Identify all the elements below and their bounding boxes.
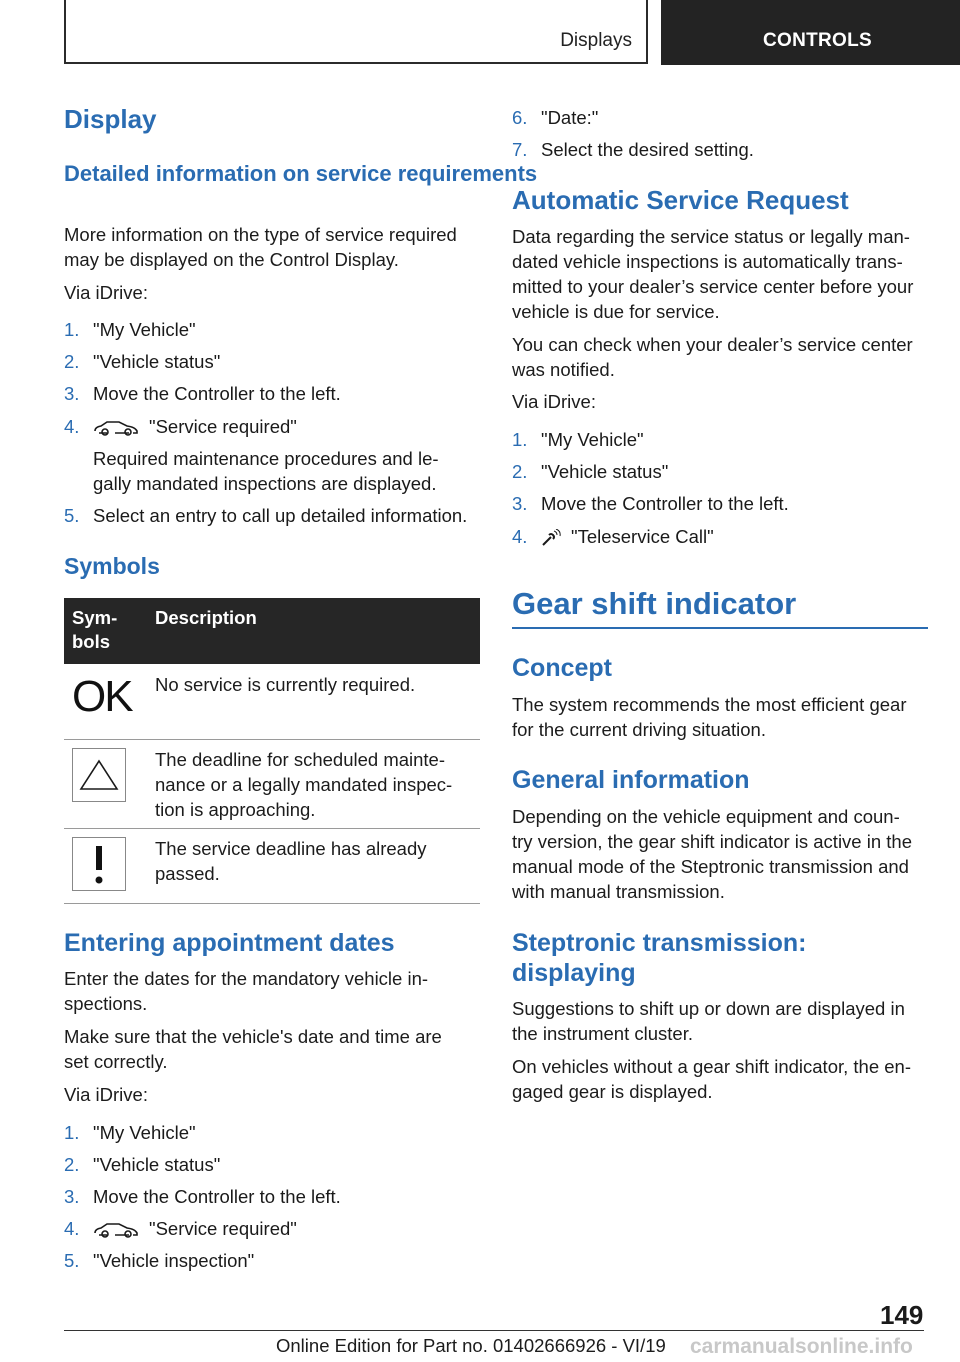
text-line: The service deadline has already — [155, 838, 427, 859]
step-text: "Date:" — [541, 107, 599, 128]
header-section-tab — [64, 0, 648, 64]
text-line: dated vehicle inspections is automatically trans- — [512, 251, 903, 272]
text-line: The system recommends the most efficient gear — [512, 694, 907, 715]
asr-paragraph — [512, 332, 932, 382]
car-service-icon — [93, 420, 139, 436]
asr-paragraph — [512, 224, 932, 324]
text-line: for the current driving situation. — [512, 719, 766, 740]
step-number: 4. — [64, 1218, 80, 1239]
text-line: set correctly. — [64, 1051, 168, 1072]
step-number: 3. — [64, 383, 80, 404]
footer-rule — [64, 1330, 924, 1331]
via-idrive-label: Via iDrive: — [64, 1084, 148, 1105]
text-line: try version, the gear shift indicator is active in the — [512, 831, 912, 852]
step-content — [93, 414, 297, 439]
text-line: manual mode of the Steptronic transmission and — [512, 856, 909, 877]
text-line: the instrument cluster. — [512, 1023, 693, 1044]
text-line: Make sure that the vehicle's date and time are — [64, 1026, 442, 1047]
table-row-divider — [64, 828, 480, 829]
symbols-heading: Symbols — [64, 553, 160, 579]
step-number: 2. — [64, 1154, 80, 1175]
steptronic-heading — [512, 928, 807, 988]
text-line: More information on the type of service required — [64, 224, 457, 245]
text-line: Data regarding the service status or legally man- — [512, 226, 910, 247]
text-line: mitted to your dealer’s service center before your — [512, 276, 914, 297]
concept-heading: Concept — [512, 654, 612, 682]
heading-line: displaying — [512, 959, 636, 987]
text-line: tion is approaching. — [155, 799, 316, 820]
step-number: 1. — [64, 1122, 80, 1143]
text-line: nance or a legally mandated inspec- — [155, 774, 453, 795]
step-text: "Vehicle status" — [93, 1154, 221, 1175]
step-number: 3. — [512, 493, 528, 514]
text-line: Depending on the vehicle equipment and coun- — [512, 806, 900, 827]
step-number: 5. — [64, 505, 80, 526]
table-cell-description — [155, 836, 427, 886]
heading-line: Steptronic transmission: — [512, 929, 807, 957]
general-info-paragraph — [512, 804, 932, 904]
concept-paragraph — [512, 692, 932, 742]
steptronic-paragraph — [512, 1054, 932, 1104]
step-number: 2. — [64, 351, 80, 372]
text-line: vehicle is due for service. — [512, 301, 720, 322]
step-number: 2. — [512, 461, 528, 482]
heading-rule — [512, 627, 928, 629]
column-header-symbols — [72, 606, 117, 654]
header-chapter-label: CONTROLS — [763, 30, 873, 51]
text-line: On vehicles without a gear shift indicator, the en- — [512, 1056, 911, 1077]
car-service-icon — [93, 1222, 139, 1238]
text-line: Enter the dates for the mandatory vehicle in- — [64, 968, 429, 989]
table-cell-description: No service is currently required. — [155, 674, 416, 695]
header-line: Sym- — [72, 607, 118, 628]
step-text: "My Vehicle" — [93, 1122, 196, 1143]
header-section-label: Displays — [560, 30, 632, 51]
step-text: "Vehicle inspection" — [93, 1250, 255, 1271]
step-text: "My Vehicle" — [541, 429, 644, 450]
appointment-paragraph — [64, 1024, 484, 1074]
table-row-divider — [64, 903, 480, 904]
step-text: gally mandated inspections are displayed. — [93, 473, 437, 494]
gear-shift-heading: Gear shift indicator — [512, 586, 797, 621]
warning-triangle-icon — [72, 748, 126, 802]
step-text: Select the desired setting. — [541, 139, 754, 160]
step-text: Move the Controller to the left. — [93, 1186, 341, 1207]
via-idrive-label: Via iDrive: — [512, 391, 596, 412]
step-content — [541, 524, 714, 549]
step-number: 4. — [512, 526, 528, 547]
edition-text: Online Edition for Part no. 01402666926 - VI/19 — [276, 1335, 666, 1356]
text-line: with manual transmission. — [512, 881, 725, 902]
step-text: "Teleservice Call" — [571, 526, 714, 547]
text-line: You can check when your dealer’s service center — [512, 334, 913, 355]
ok-symbol: OK — [72, 672, 132, 721]
steptronic-paragraph — [512, 996, 932, 1046]
teleservice-wrench-icon — [541, 529, 561, 547]
table-row-divider — [64, 739, 480, 740]
step-content — [93, 1216, 297, 1241]
exclamation-icon — [72, 837, 126, 891]
via-idrive-label: Via iDrive: — [64, 282, 148, 303]
watermark: carmanualsonline.info — [690, 1335, 913, 1358]
display-title: Display — [64, 104, 157, 134]
step-text: "Service required" — [149, 1218, 297, 1239]
asr-heading: Automatic Service Request — [512, 185, 849, 215]
text-line: passed. — [155, 863, 220, 884]
symbols-table-header — [64, 598, 480, 664]
step-number: 6. — [512, 107, 528, 128]
step-text: Move the Controller to the left. — [93, 383, 341, 404]
header-chapter-tab — [661, 0, 960, 65]
detail-heading: Detailed information on service requirements — [64, 161, 538, 186]
appointment-heading: Entering appointment dates — [64, 929, 395, 957]
text-line: Suggestions to shift up or down are displayed in — [512, 998, 905, 1019]
text-line: gaged gear is displayed. — [512, 1081, 713, 1102]
step-number: 1. — [64, 319, 80, 340]
step-text: "Vehicle status" — [93, 351, 221, 372]
appointment-paragraph — [64, 966, 484, 1016]
step-text: "My Vehicle" — [93, 319, 196, 340]
step-text: "Vehicle status" — [541, 461, 669, 482]
header-line: bols — [72, 631, 111, 652]
text-line: The deadline for scheduled mainte- — [155, 749, 446, 770]
step-text: "Service required" — [149, 416, 297, 437]
step-text: Move the Controller to the left. — [541, 493, 789, 514]
text-line: spections. — [64, 993, 148, 1014]
step-number: 1. — [512, 429, 528, 450]
step-text: Select an entry to call up detailed information. — [93, 505, 468, 526]
detail-paragraph — [64, 222, 484, 272]
column-header-description: Description — [155, 607, 257, 628]
text-line: was notified. — [512, 359, 615, 380]
text-line: may be displayed on the Control Display. — [64, 249, 399, 270]
step-number: 4. — [64, 416, 80, 437]
step-number: 3. — [64, 1186, 80, 1207]
step-number: 7. — [512, 139, 528, 160]
step-number: 5. — [64, 1250, 80, 1271]
general-info-heading: General information — [512, 766, 750, 794]
step-text: Required maintenance procedures and le- — [93, 448, 439, 469]
page-number: 149 — [880, 1300, 924, 1330]
table-cell-description — [155, 747, 452, 822]
